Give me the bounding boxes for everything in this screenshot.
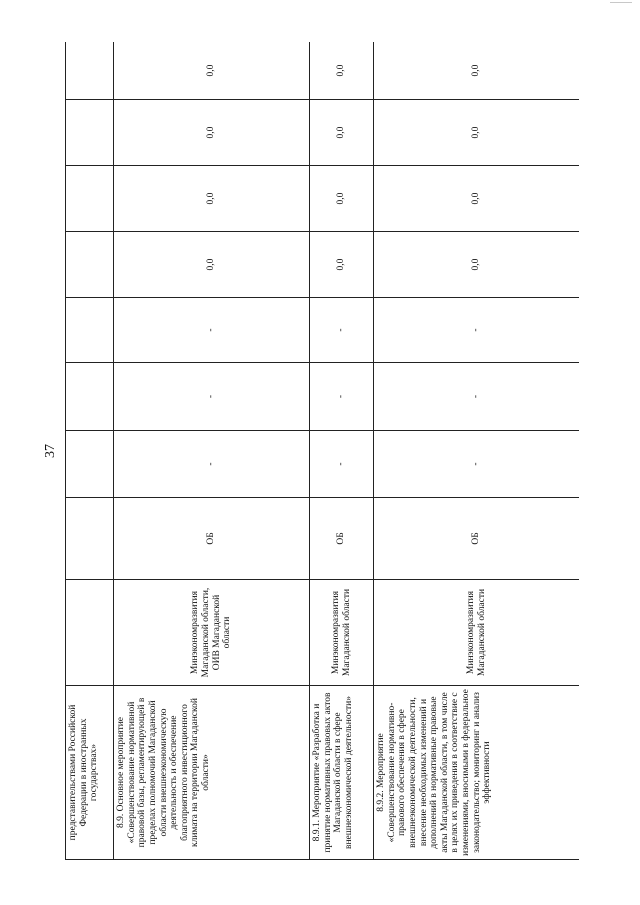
table-row — [66, 42, 114, 860]
row-executor: Минэкономразвития Магаданской области, ОИВ Магаданской области — [114, 580, 310, 686]
row-cell: - — [310, 298, 374, 363]
table-row — [310, 42, 374, 860]
row-cell: - — [114, 298, 310, 363]
row-cell: 0,0 — [114, 166, 310, 232]
row-description: 8.9.2. Мероприятие «Совершенствование нормативно-правового обеспечения в сфере внешнеэкономической деятельности, внесение необходимых изменений и дополнений в нормативные правовые акты Магаданской области, в том числе в целях их приведения в соответствие с изменениями, вносимыми в федеральное законодательство; мониторинг и анализ эффективности — [374, 686, 580, 860]
row-cell: 0,0 — [374, 232, 580, 298]
row-cell: - — [374, 298, 580, 363]
row-cell: - — [310, 363, 374, 431]
row-source — [66, 498, 114, 580]
row-executor: Минэкономразвития Магаданской области — [374, 580, 580, 686]
row-cell: 0,0 — [374, 42, 580, 100]
row-cell: - — [374, 431, 580, 498]
row-cell: 0,0 — [310, 232, 374, 298]
row-cell: 0,0 — [114, 42, 310, 100]
program-table — [65, 42, 579, 860]
row-cell: 0,0 — [310, 100, 374, 166]
row-cell — [66, 42, 114, 100]
row-cell: - — [310, 431, 374, 498]
row-cell: 0,0 — [310, 166, 374, 232]
table-frame — [65, 42, 579, 860]
row-cell: 0,0 — [114, 232, 310, 298]
table-row — [114, 42, 310, 860]
table-row — [374, 42, 580, 860]
rotated-table — [65, 42, 579, 860]
row-cell: - — [114, 363, 310, 431]
scan-mark — [610, 2, 632, 3]
row-cell: 0,0 — [374, 166, 580, 232]
row-cell: - — [114, 431, 310, 498]
row-description: 8.9. Основное мероприятие «Совершенствование нормативной правовой базы, регламентирующей в пределах полномочий Магаданской области внешнеэкономическую деятельность и обеспечение благоприятного инвестиционного климата на территории Магаданской области» — [114, 686, 310, 860]
row-executor — [66, 580, 114, 686]
row-cell — [66, 166, 114, 232]
row-source: ОБ — [374, 498, 580, 580]
row-source: ОБ — [114, 498, 310, 580]
page-number: 37 — [43, 444, 58, 458]
row-executor: Минэкономразвития Магаданской области — [310, 580, 374, 686]
row-cell — [66, 298, 114, 363]
row-description: 8.9.1. Мероприятие «Разработка и принятие нормативных правовых актов Магаданской области в сфере внешнеэкономической деятельности» — [310, 686, 374, 860]
row-description: представительствами Российской Федерации в иностранных государствах» — [66, 686, 114, 860]
row-cell: 0,0 — [310, 42, 374, 100]
row-cell — [66, 431, 114, 498]
row-cell — [66, 232, 114, 298]
row-cell — [66, 100, 114, 166]
row-cell: 0,0 — [374, 100, 580, 166]
row-cell — [66, 363, 114, 431]
row-source: ОБ — [310, 498, 374, 580]
row-cell: 0,0 — [114, 100, 310, 166]
row-cell: - — [374, 363, 580, 431]
